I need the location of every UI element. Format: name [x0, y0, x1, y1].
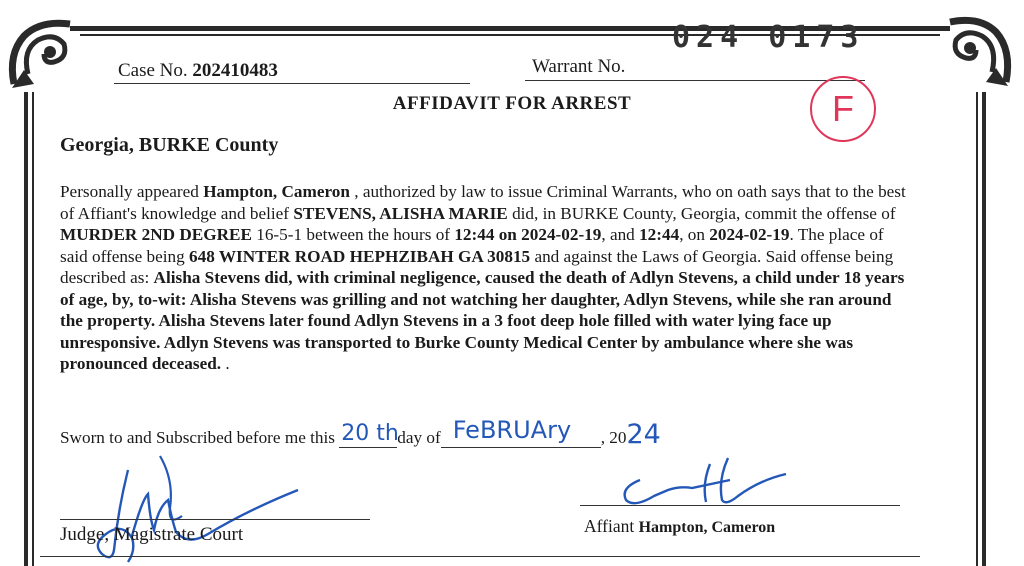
offense-time-from: 12:44 on 2024-02-19 — [454, 225, 602, 244]
body-text-segment: Personally appeared — [60, 182, 204, 201]
body-line-8 — [60, 332, 966, 354]
body-text-segment: 16-5-1 between the hours of — [251, 225, 455, 244]
corner-ornament-top-right-icon — [936, 10, 1016, 90]
case-number-underline — [114, 83, 470, 84]
offense-name: MURDER 2ND DEGREE — [60, 225, 252, 244]
bottom-rule — [40, 556, 920, 557]
body-text-segment: . — [221, 354, 230, 373]
frame-border-left — [24, 92, 28, 566]
body-text-segment: did, in BURKE County, Georgia, commit the offense of — [507, 203, 896, 223]
description-line-5: pronounced deceased. — [60, 354, 222, 373]
affiant-signature-line — [580, 505, 900, 506]
warrant-number-label: Warrant No. — [532, 56, 626, 77]
body-text-segment: , on — [679, 225, 710, 244]
body-text-segment: , authorized by law to issue Criminal Warrants, who on oath says that to the best — [349, 182, 906, 201]
affidavit-body — [60, 181, 966, 375]
offense-address: 648 WINTER ROAD HEPHZIBAH GA 30815 — [189, 246, 531, 266]
description-line-4: unresponsive. Adlyn Stevens was transported to Burke County Medical Center by ambulance where she was — [60, 332, 854, 352]
sworn-prefix: Sworn to and Subscribed before me this — [60, 428, 340, 447]
month-blank — [441, 416, 601, 448]
defendant-name: STEVENS, ALISHA MARIE — [293, 203, 508, 223]
stamp-letter-circle: F — [810, 76, 876, 142]
warrant-number-underline — [525, 80, 865, 81]
handwritten-year: 24 — [626, 419, 661, 450]
body-line-9 — [60, 353, 966, 375]
body-text-segment: described as: — [60, 268, 154, 287]
body-line-6 — [60, 289, 966, 311]
document-title: AFFIDAVIT FOR ARREST — [392, 93, 632, 114]
judge-label: Judge, Magistrate Court — [60, 524, 244, 545]
handwritten-month: FeBRUAry — [452, 416, 572, 444]
body-text-segment: . The place of — [789, 225, 884, 244]
body-text-segment: said offense being — [60, 246, 190, 266]
body-line-2 — [60, 203, 966, 225]
year-prefix: , 20 — [600, 428, 627, 447]
affiant-label: Affiant — [584, 516, 635, 536]
case-number-value: 202410483 — [192, 60, 278, 81]
description-line-3: the property. Alisha Stevens later found Adlyn Stevens in a 3 foot deep hole filled with water lying face up — [60, 311, 832, 330]
judge-signature-icon — [88, 450, 318, 566]
sworn-statement — [60, 416, 661, 450]
body-line-1 — [60, 181, 966, 203]
description-line-2: of age, by, to-wit: Alisha Stevens was grilling and not watching her daughter, Adlyn Stevens, while she ran around — [60, 289, 892, 309]
handwritten-day: 20 th — [341, 421, 399, 446]
frame-border-right — [982, 92, 986, 566]
body-line-5 — [60, 267, 966, 289]
warrant-number-value: 024 0173 — [672, 20, 865, 55]
affiant-signature-icon — [610, 450, 800, 510]
jurisdiction-heading: Georgia, BURKE County — [60, 134, 279, 156]
description-line-1: Alisha Stevens did, with criminal negligence, caused the death of Adlyn Stevens, a child under 18 years — [153, 268, 905, 287]
affiant-name: Hampton, Cameron — [203, 182, 350, 201]
offense-time-to: 12:44 — [639, 225, 680, 244]
day-blank — [339, 421, 399, 448]
frame-border-left-inner — [32, 92, 34, 566]
affiant-signature-caption — [584, 516, 775, 537]
case-number-field — [118, 60, 278, 82]
body-text-segment: , and — [601, 225, 640, 244]
body-text-segment: and against the Laws of Georgia. Said offense being — [530, 246, 894, 266]
day-of-label: day of — [397, 428, 441, 447]
frame-border-right-inner — [976, 92, 978, 566]
corner-ornament-top-left-icon — [4, 14, 84, 94]
body-line-4 — [60, 246, 966, 268]
body-line-7 — [60, 310, 966, 332]
body-line-3 — [60, 224, 966, 246]
case-number-label: Case No. — [118, 60, 188, 81]
judge-signature-line — [60, 519, 370, 520]
offense-date-to: 2024-02-19 — [709, 225, 790, 244]
year-blank — [626, 419, 661, 450]
affiant-signed-name: Hampton, Cameron — [638, 519, 776, 536]
body-text-segment: of Affiant's knowledge and belief — [60, 203, 294, 223]
